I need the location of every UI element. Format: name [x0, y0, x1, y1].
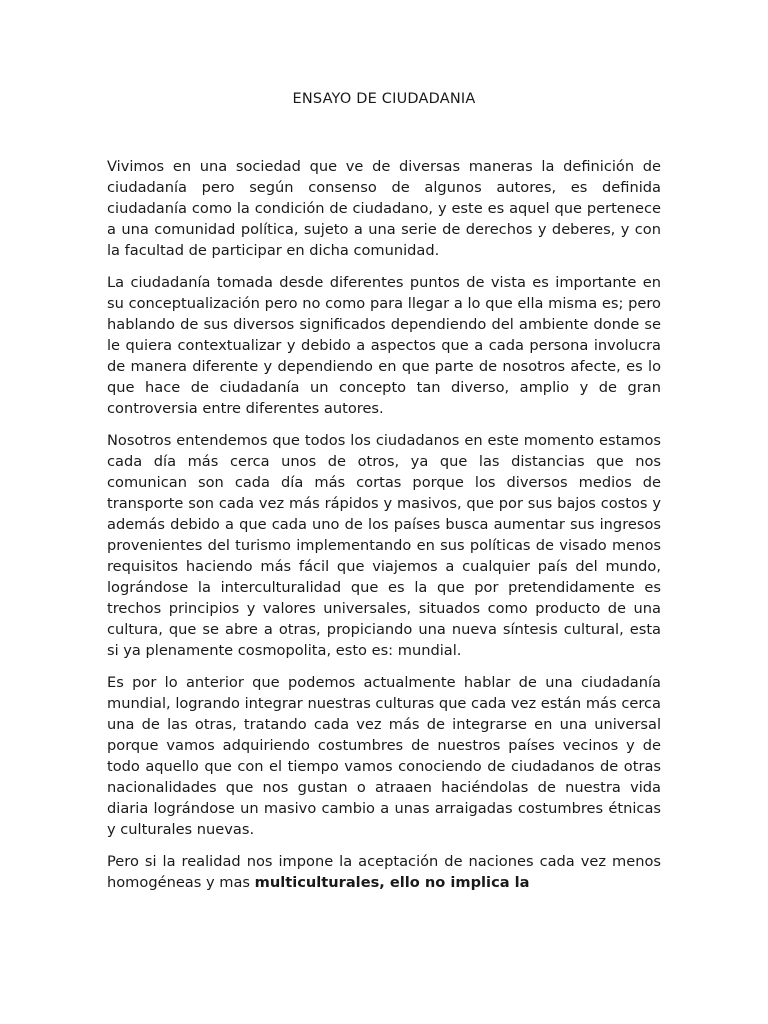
document-body: [107, 156, 661, 904]
paragraph-4: Es por lo anterior que podemos actualmente hablar de una ciudadanía mundial, logrando integrar nuestras culturas que cada vez están más cerca una de las otras, tratando cada vez más de integrarse en una universal porque vamos adquiriendo costumbres de nuestros países vecinos y de todo aquello que con el tiempo vamos conociendo de ciudadanos de otras nacionalidades que nos gustan o atraaen haciéndolas de nuestra vida diaria lográndose un masivo cambio a unas arraigadas costumbres étnicas y culturales nuevas.: [107, 674, 661, 838]
paragraph-2: La ciudadanía tomada desde diferentes puntos de vista es importante en su conceptualización pero no como para llegar a lo que ella misma es; pero hablando de sus diversos significados dependiendo del ambiente donde se le quiera contextualizar y debido a aspectos que a cada persona involucra de manera diferente y dependiendo en que parte de nosotros afecte, es lo que hace de ciudadanía un concepto tan diverso, amplio y de gran controversia entre diferentes autores.: [107, 274, 661, 417]
paragraph-5: [107, 851, 661, 893]
document-title: ENSAYO DE CIUDADANIA: [292, 91, 476, 107]
paragraph-5-bold-text: multiculturales, ello no implica la: [254, 874, 530, 891]
paragraph-1: Vivimos en una sociedad que ve de diversas maneras la definición de ciudadanía pero según consenso de algunos autores, es definida ciudadanía como la condición de ciudadano, y este es aquel que pertenece a una comunidad política, sujeto a una serie de derechos y deberes, y con la facultad de participar en dicha comunidad.: [107, 158, 661, 259]
paragraph-5-text: Pero si la realidad nos impone la aceptación de naciones cada vez menos homogéneas y mas: [107, 853, 661, 891]
paragraph-3: Nosotros entendemos que todos los ciudadanos en este momento estamos cada día más cerca unos de otros, ya que las distancias que nos comunican son cada día más cortas porque los diversos medios de transporte son cada vez más rápidos y masivos, que por sus bajos costos y además debido a que cada uno de los países busca aumentar sus ingresos provenientes del turismo implementando en sus políticas de visado menos requisitos haciendo más fácil que viajemos a cualquier país del mundo, lográndose la interculturalidad que es la que por pretendidamente es trechos principios y valores universales, situados como producto de una cultura, que se abre a otras, propiciando una nueva síntesis cultural, esta si ya plenamente cosmopolita, esto es: mundial.: [107, 432, 661, 659]
